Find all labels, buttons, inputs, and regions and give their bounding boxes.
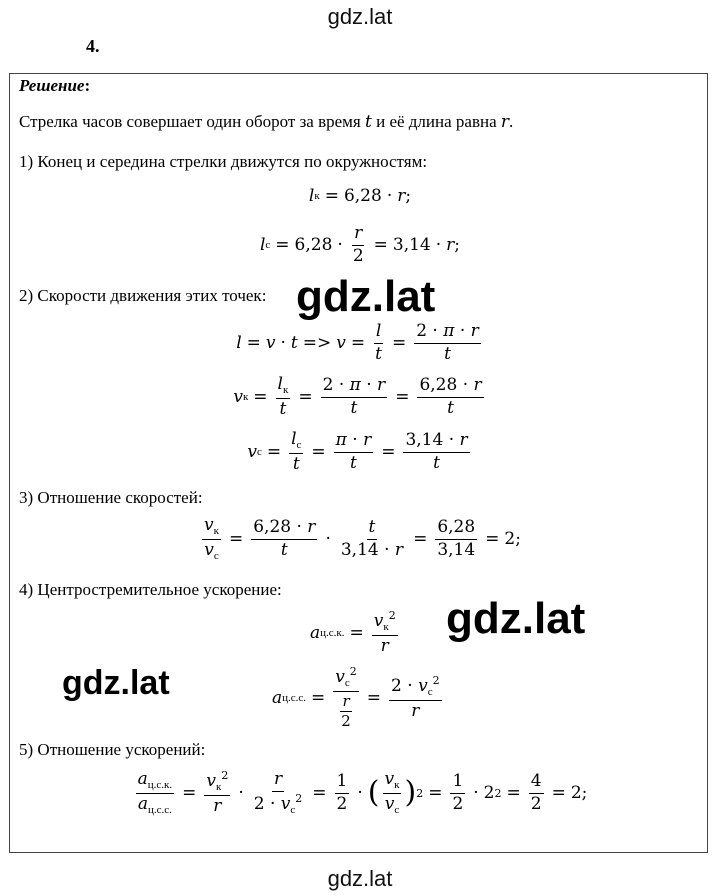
step-4-text: 4) Центростремительное ускорение:: [19, 580, 282, 599]
intro-line: Стрелка часов совершает один оборот за время t и её длина равна r.: [19, 112, 514, 132]
eq-velocity-ratio: $\frac{v_к}{v_с}$ = $\frac{6,28 \cdot r}{t}$ · $\frac{t}{3,14 \cdot r}$ = $\frac{6,28}{3,14}$ = 2 ;: [204, 515, 521, 562]
eq-lc: l с = 6,28 · $\frac{r}{2}$ = 3,14 · r ;: [259, 223, 461, 266]
eq-vk: v к = $\frac{l_к}{t}$ = $\frac{2 \cdot \pi \cdot r}{t}$ = $\frac{6,28 \cdot r}{t}$: [233, 374, 482, 419]
step-3-text: 3) Отношение скоростей:: [19, 488, 203, 507]
watermark-bottom: gdz.lat: [327, 866, 393, 891]
step-1-text: 1) Конец и середина стрелки движутся по окружностям:: [19, 152, 428, 171]
watermark-large-1: gdz.lat: [296, 272, 436, 321]
watermark-large-2: gdz.lat: [446, 594, 586, 643]
watermark-top: gdz.lat: [327, 4, 393, 29]
task-number: 4.: [86, 36, 100, 56]
eq-a-ck: a ц.с.к. = $\frac{v_к^2}{r}$: [310, 609, 396, 656]
eq-acceleration-ratio: $\frac{a_{ц.с.к.}}{a_{ц.с.с.}}$ = $\frac{v_к^2}{r}$ · $\frac{r}{2 \cdot v_с^2}$ = $\frac{1}{2}$ · ( $\frac{v_к}{v_с}$ ) 2 = $\frac{1}{2}$ · 2 2 = $\frac{4}{2}$ = 2 ;: [137, 769, 588, 816]
step-5-text: 5) Отношение ускорений:: [19, 740, 206, 759]
solution-label: Решение:: [19, 76, 91, 95]
eq-v-def: l = v · t => v = $\frac{l}{t}$ = $\frac{2 \cdot \pi \cdot r}{t}$: [236, 321, 479, 364]
eq-vc: v с = $\frac{l_с}{t}$ = $\frac{\pi \cdot r}{t}$ = $\frac{3,14 \cdot r}{t}$: [247, 429, 468, 474]
step-2-text: 2) Скорости движения этих точек:: [19, 286, 267, 305]
eq-a-cc: a ц.с.с. = $\frac{v_с^2}{\frac{r}{2}}$ = $\frac{2 \cdot v_с^2}{r}$: [272, 665, 440, 730]
eq-lk: l к = 6,28 · r ;: [308, 186, 412, 206]
watermark-large-3: gdz.lat: [62, 664, 170, 702]
